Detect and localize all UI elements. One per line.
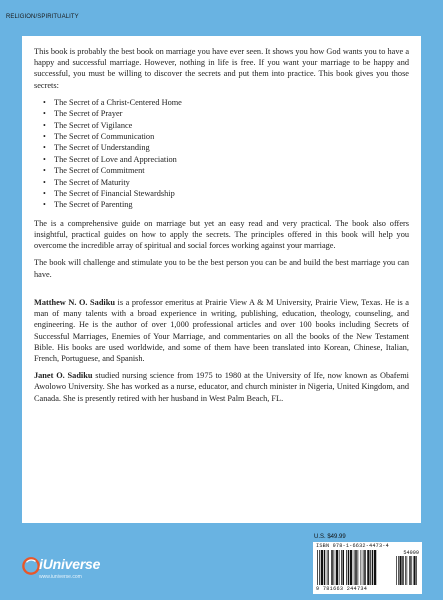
price-label: U.S. $49.99	[314, 534, 346, 540]
publisher-url: www.iuniverse.com	[39, 574, 82, 580]
list-item: • The Secret of Prayer	[54, 108, 409, 119]
author-bio-janet	[34, 370, 409, 404]
barcode-digits: 9 781663 244734	[316, 586, 368, 592]
isbn-text: ISBN 978-1-6632-4473-4	[316, 543, 389, 549]
barcode-bars-icon	[316, 550, 419, 585]
publisher-name: iUniverse	[39, 556, 101, 572]
category-label: RELIGION/SPIRITUALITY	[6, 14, 79, 20]
list-item: • The Secret of Financial Stewardship	[54, 188, 409, 199]
list-item: • The Secret of Parenting	[54, 199, 409, 210]
author-name: Janet O. Sadiku	[34, 371, 93, 381]
isbn-barcode	[313, 542, 422, 594]
author-bio-text: studied nursing science from 1975 to 1980 at the University of Ife, now known as Obafemi Awolowo University. She has worked as a nurse, educator, and church minister in Nigeria, United Kingdom, and Canada. She is presently retired with her husband in West Palm Beach, FL.	[34, 371, 409, 403]
iuniverse-logo-icon	[22, 557, 40, 575]
list-item: • The Secret of Commitment	[54, 165, 409, 176]
intro-paragraph: This book is probably the best book on marriage you have ever seen. It shows you how God wants you to have a happy and successful marriage. However, nothing in life is free. If you want your marriage to be happy and successful, you must be willing to discover the secrets and put them into practice. This book gives you those secrets:	[34, 47, 409, 90]
list-item: • The Secret of Understanding	[54, 142, 409, 153]
author-bios	[34, 297, 409, 404]
author-bio-text: is a professor emeritus at Prairie View A & M University, Prairie View, Texas. He is a man of many talents with a broad experience in writing, publishing, education, theology, counseling, and engineering. He is the author of over 1,000 professional articles and over 100 books including Secrets of Successful Marriages, Enemies of Your Marriage, and commentaries on all the books of the New Testament Bible. His books are used worldwide, and some of them have been translated into Korean, Chinese, Italian, French, Portuguese, and Spanish.	[34, 297, 409, 363]
description-paragraph: The is a comprehensive guide on marriage but yet an easy read and very practical. The book also offers insightful, practical guides on how to apply the secrets. The principles offered in this book will help you overcome the incredible array of spiritual and social forces working against your marriage.	[34, 218, 409, 251]
back-cover-text-panel	[22, 36, 421, 523]
closing-paragraph: The book will challenge and stimulate you to be the best person you can be and build the best marriage you can have.	[34, 258, 409, 279]
secrets-list	[34, 97, 409, 211]
author-name: Matthew N. O. Sadiku	[34, 297, 115, 307]
list-item: • The Secret of Vigilance	[54, 120, 409, 131]
author-bio-matthew	[34, 297, 409, 364]
list-item: • The Secret of Love and Appreciation	[54, 154, 409, 165]
price-code: 54999	[403, 550, 419, 556]
list-item: • The Secret of Communication	[54, 131, 409, 142]
publisher-logo	[22, 556, 122, 590]
list-item: • The Secret of a Christ-Centered Home	[54, 97, 409, 108]
list-item: • The Secret of Maturity	[54, 177, 409, 188]
